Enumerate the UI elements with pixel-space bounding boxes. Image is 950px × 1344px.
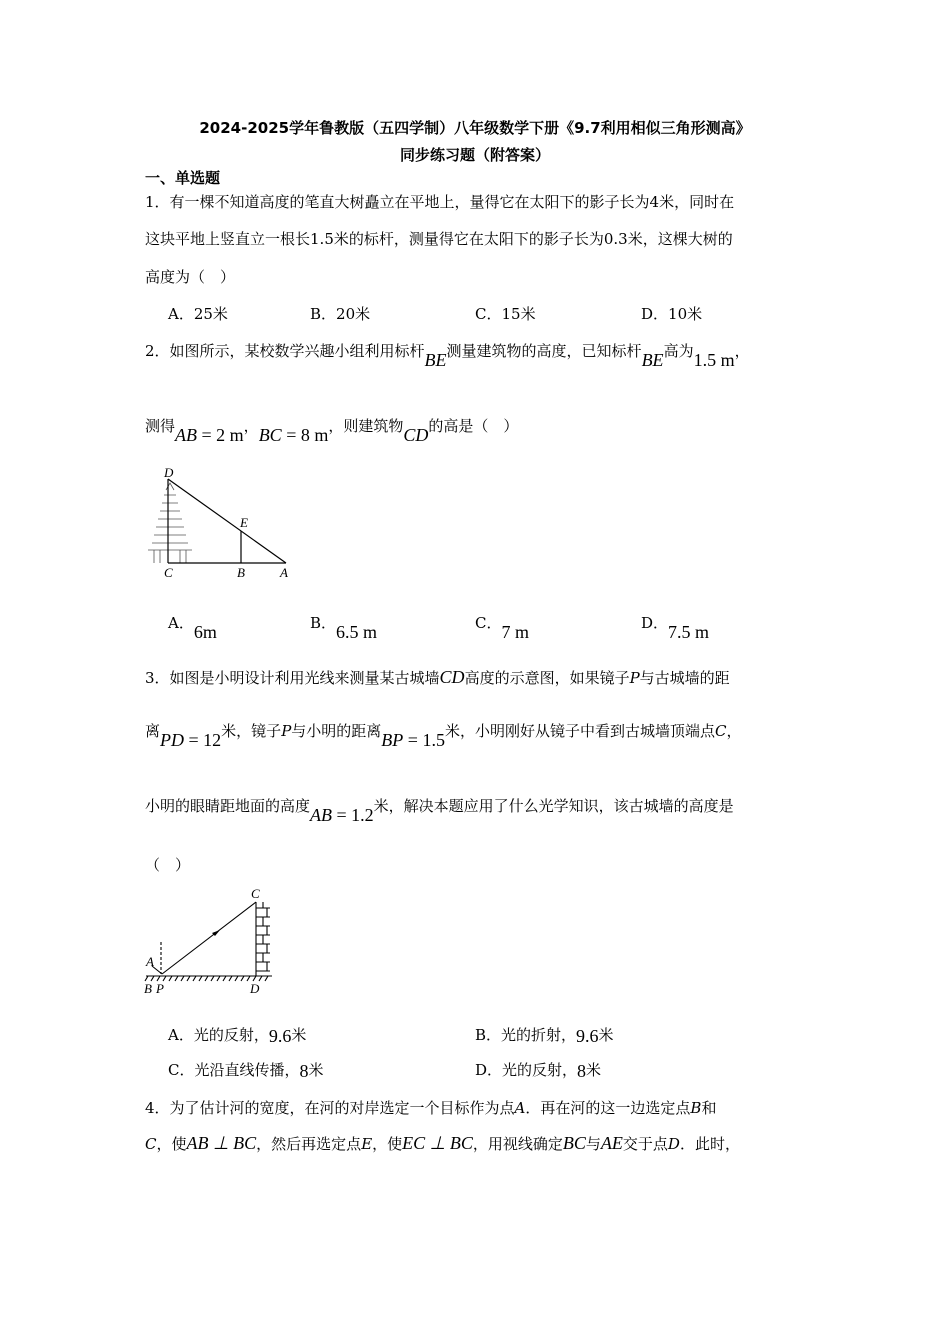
text: 与古城墙的距 [639, 669, 730, 687]
q3-option-c[interactable] [168, 1059, 324, 1080]
text: 3．如图是小明设计利用光线来测量某古城墙 [145, 669, 440, 687]
math: AB [175, 425, 198, 445]
text: 米 [291, 1026, 307, 1044]
text: 测得 [145, 417, 176, 435]
text: B． [310, 614, 337, 632]
text: ，使 [156, 1135, 187, 1153]
text: D．光的反射， [475, 1061, 578, 1079]
math: C [714, 722, 727, 740]
math: = 8 m [286, 425, 329, 445]
text: ．再在河的这一边选定点 [525, 1099, 691, 1117]
math: P [629, 669, 640, 687]
text: 米 [586, 1061, 602, 1079]
text: ， [726, 722, 742, 740]
text: 的高是（ ） [428, 417, 519, 435]
label-e: E [240, 515, 248, 530]
q2-figure [140, 465, 300, 585]
q3-line-4: （ ） [145, 856, 191, 874]
text: 离 [145, 722, 161, 740]
q1-option-a[interactable]: A．25米 [168, 305, 228, 323]
math: = 1.5 [407, 730, 445, 750]
text: A． [168, 614, 194, 632]
math: C [145, 1135, 157, 1153]
q4-line-2 [145, 1133, 740, 1154]
math: = 1.2 [336, 805, 374, 825]
text: A．光的反射， [168, 1026, 269, 1044]
brick-wall [256, 902, 270, 971]
math: 6m [193, 622, 217, 642]
text: 4．为了估计河的宽度，在河的对岸选定一个目标作为点 [145, 1099, 515, 1117]
q1-option-d[interactable]: D．10米 [641, 305, 703, 323]
q3-line-2 [145, 720, 742, 750]
text: 交于点 [622, 1135, 668, 1153]
q2-line-1 [145, 340, 750, 370]
math: 7.5 m [668, 622, 710, 642]
math: 8 [577, 1061, 587, 1081]
q2-option-d[interactable] [641, 612, 710, 642]
label-c: C [251, 886, 260, 901]
math: BE [641, 350, 664, 370]
math [403, 425, 428, 445]
text: ，使 [372, 1135, 403, 1153]
math: D [667, 1135, 680, 1153]
math [425, 350, 447, 370]
math: 7 m [501, 622, 529, 642]
label-d: D [250, 981, 260, 996]
text: 2．如图所示，某校数学兴趣小组利用标杆 [145, 342, 425, 360]
q3-line-1 [145, 667, 730, 688]
label-p: P [156, 981, 164, 996]
math: B [690, 1099, 702, 1117]
text: D． [641, 614, 669, 632]
label-b: B [237, 565, 245, 580]
math: = 12 [188, 730, 222, 750]
title-line-2: 同步练习题（附答案） [399, 146, 550, 164]
math: 1.5 m [693, 350, 735, 370]
q3-line-3 [145, 795, 734, 825]
q1-option-b[interactable]: B．20米 [310, 305, 371, 323]
math: A [514, 1099, 526, 1117]
q3-option-a[interactable] [168, 1024, 306, 1045]
math: PD [160, 730, 185, 750]
math: = 2 m [201, 425, 244, 445]
text: 小明的眼睛距地面的高度 [145, 797, 311, 815]
text: ，则建筑物 [328, 417, 404, 435]
label-c: C [164, 565, 173, 580]
section-heading: 一、单选题 [145, 169, 221, 187]
q2-option-b[interactable] [310, 612, 378, 642]
q3-figure [140, 880, 280, 1000]
text: ， [243, 417, 259, 435]
math: EC ⊥ BC [402, 1133, 473, 1153]
text: 高为 [663, 342, 694, 360]
text: 米 [308, 1061, 324, 1079]
text: C． [475, 614, 502, 632]
text: 和 [701, 1099, 717, 1117]
math: AE [600, 1133, 623, 1153]
title-line-1: 2024-2025学年鲁教版（五四学制）八年级数学下册《9.7利用相似三角形测高》 [199, 119, 751, 137]
math [642, 350, 664, 370]
math: 9.6 [576, 1026, 599, 1046]
text: 米，镜子 [221, 722, 282, 740]
math [160, 730, 221, 750]
text: ，然后再选定点 [256, 1135, 362, 1153]
text: ， [734, 342, 750, 360]
label-d: D [164, 465, 174, 480]
text: 米 [598, 1026, 614, 1044]
math: CD [439, 667, 465, 687]
q3-option-d[interactable] [475, 1059, 601, 1080]
math: E [361, 1135, 373, 1153]
q1-line-1: 1．有一棵不知道高度的笔直大树矗立在平地上，量得它在太阳下的影子长为4米，同时在 [145, 193, 735, 211]
math: BP [381, 730, 404, 750]
pagoda-icon [148, 483, 192, 563]
text: B．光的折射， [475, 1026, 577, 1044]
math: AB ⊥ BC [186, 1133, 257, 1153]
q2-line-2 [145, 415, 519, 445]
text: ．此时， [679, 1135, 740, 1153]
text: 米，解决本题应用了什么光学知识，该古城墙的高度是 [373, 797, 734, 815]
label-a: A [146, 954, 154, 969]
text: C．光沿直线传播， [168, 1061, 300, 1079]
light-ray [162, 902, 256, 974]
math [259, 425, 329, 445]
math [175, 425, 244, 445]
math: AB [310, 805, 333, 825]
label-a: A [280, 565, 288, 580]
math: 8 [299, 1061, 309, 1081]
math: 6.5 m [336, 622, 378, 642]
math: 9.6 [268, 1026, 292, 1046]
q4-line-1 [145, 1098, 716, 1118]
q2-option-a[interactable] [168, 612, 217, 642]
text: 米，小明刚好从镜子中看到古城墙顶端点 [444, 722, 715, 740]
math: BC [562, 1133, 586, 1153]
math: CD [403, 425, 429, 445]
text: ，用视线确定 [472, 1135, 563, 1153]
math: BC [258, 425, 282, 445]
math: P [281, 722, 292, 740]
math [381, 730, 445, 750]
label-b: B [144, 981, 152, 996]
q2-option-c[interactable] [475, 612, 529, 642]
text: 高度的示意图，如果镜子 [464, 669, 630, 687]
q1-line-3: 高度为（ ） [145, 268, 236, 286]
q1-option-c[interactable]: C．15米 [475, 305, 536, 323]
math [310, 805, 374, 825]
math: BE [424, 350, 447, 370]
text: 与 [585, 1135, 601, 1153]
text: 与小明的距离 [291, 722, 382, 740]
q3-option-b[interactable] [475, 1024, 614, 1045]
q1-line-2: 这块平地上竖直立一根长1.5米的标杆，测量得它在太阳下的影子长为0.3米，这棵大树的 [145, 230, 733, 248]
text: 测量建筑物的高度，已知标杆 [446, 342, 642, 360]
